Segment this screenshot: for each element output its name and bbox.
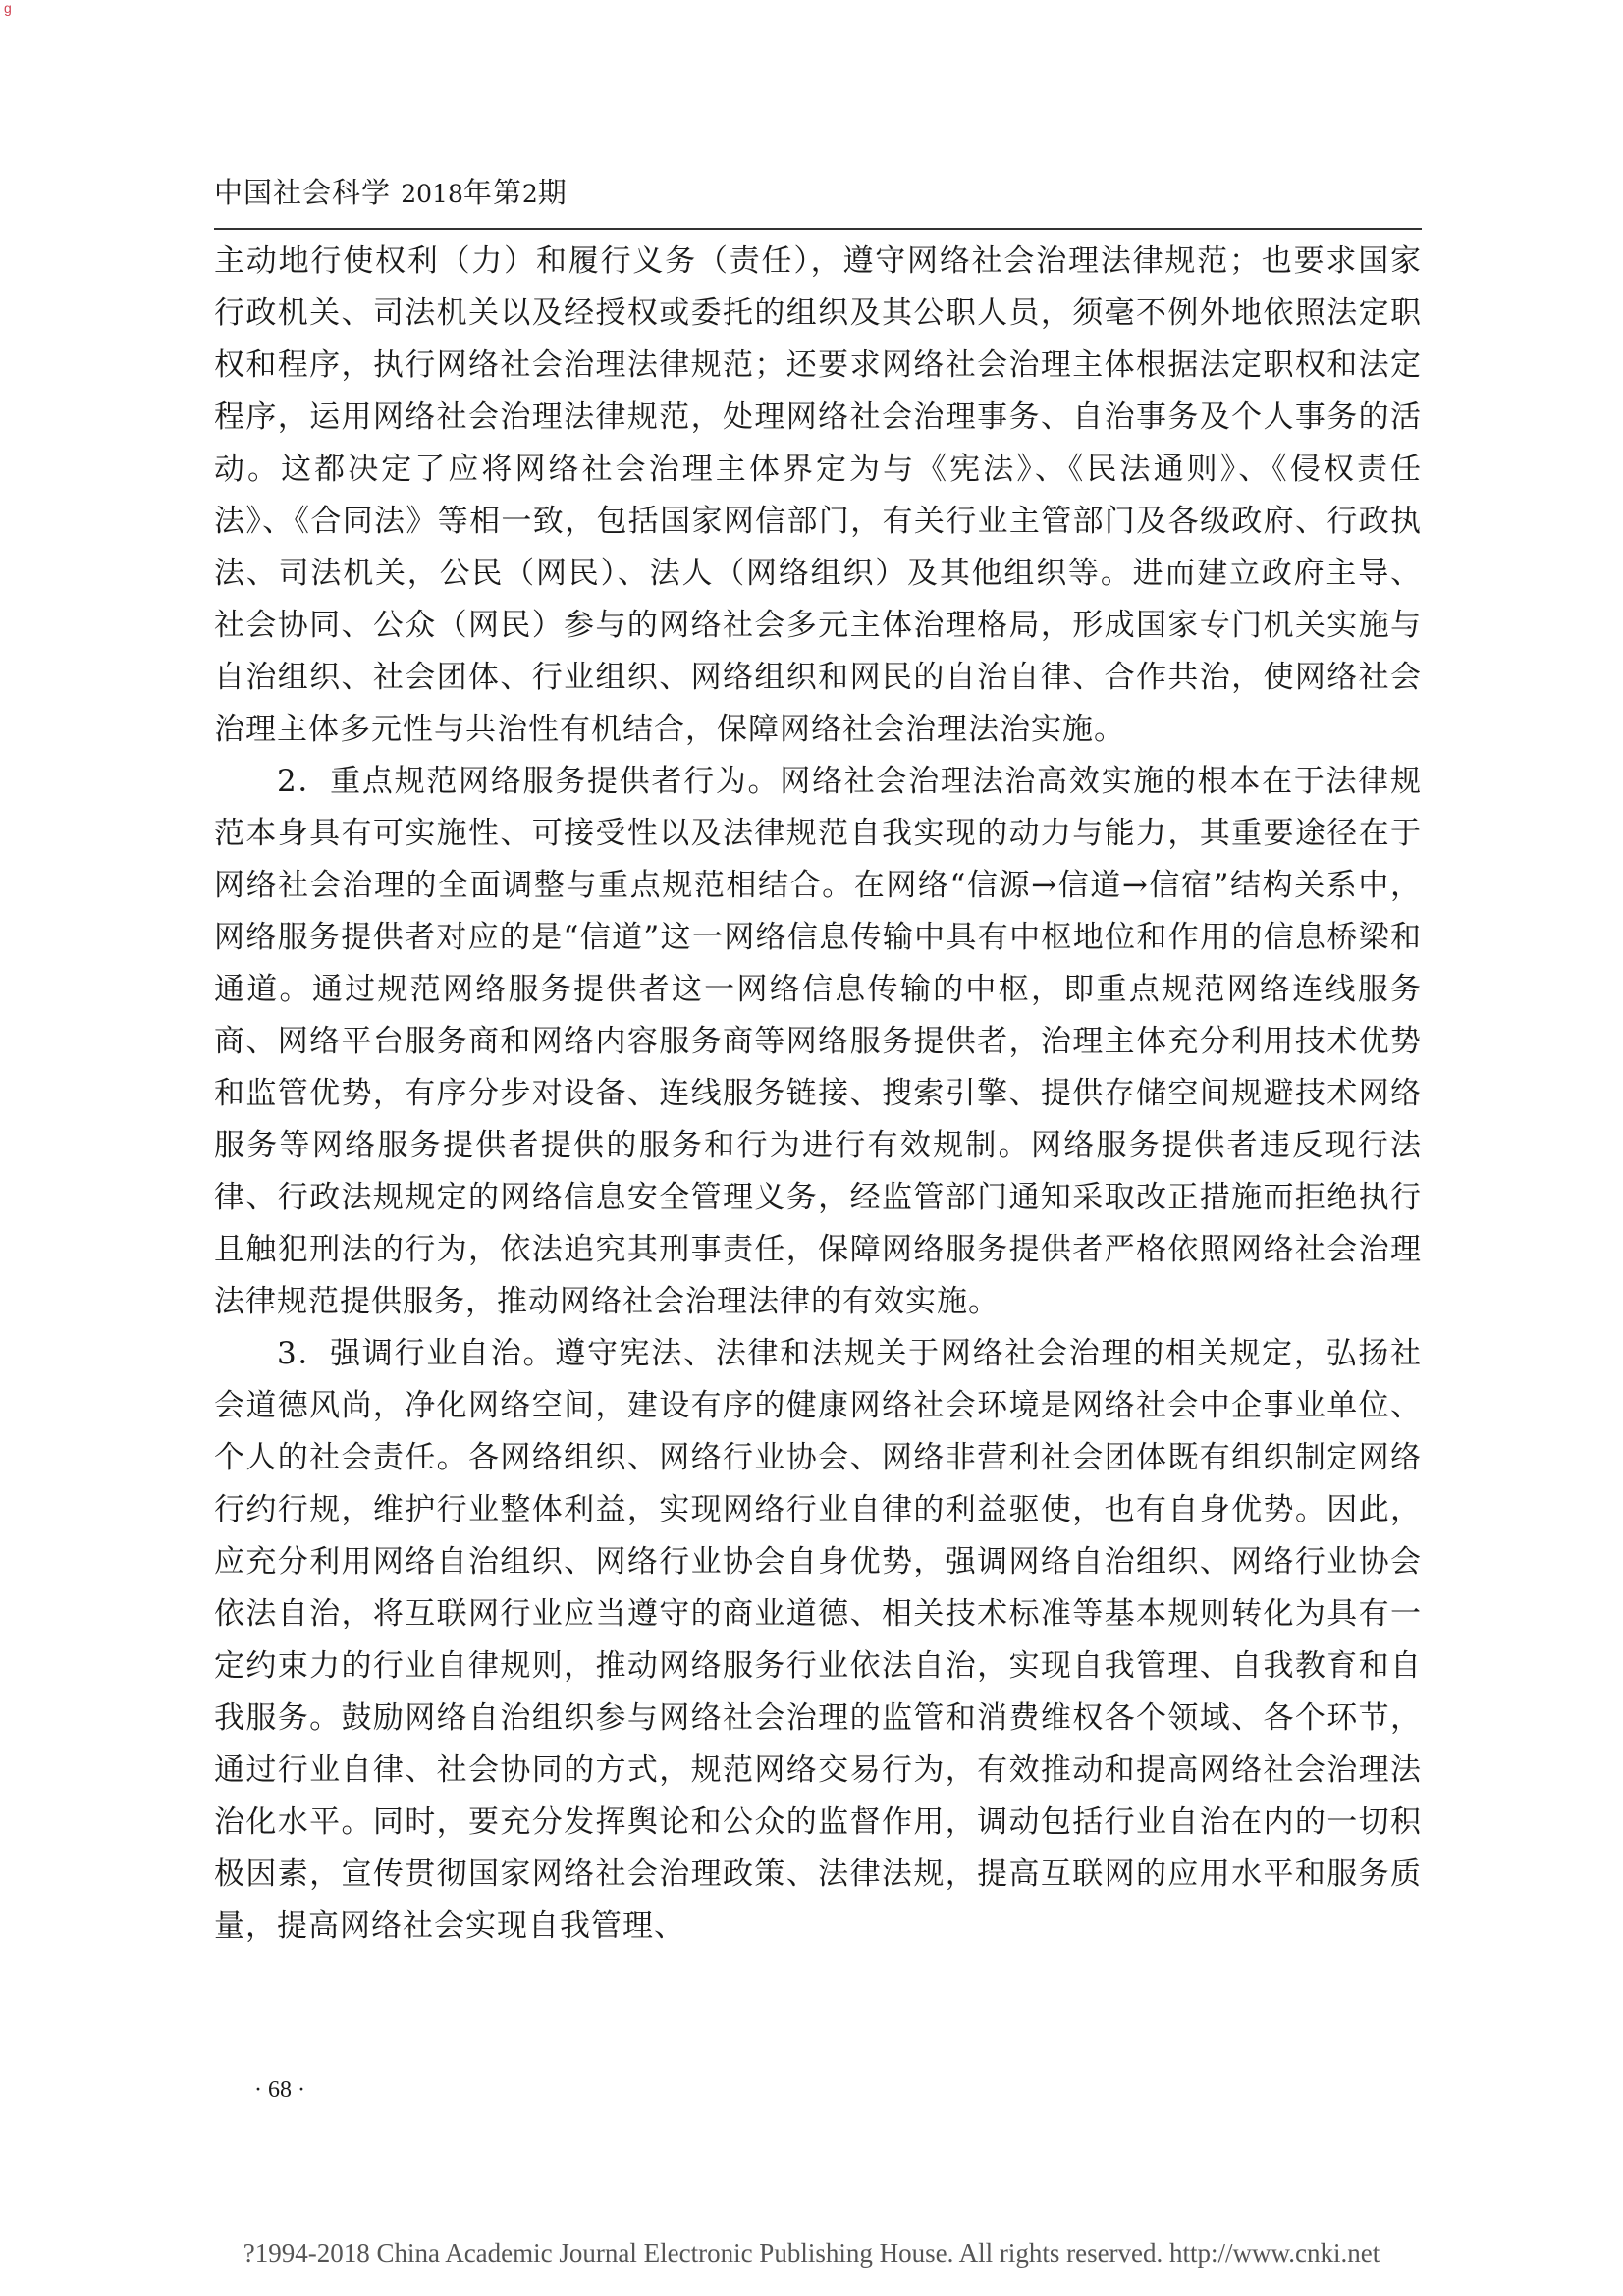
paragraph-section-2: 2．重点规范网络服务提供者行为。网络社会治理法治高效实施的根本在于法律规范本身具有可实施性、可接受性以及法律规范自我实现的动力与能力，其重要途径在于网络社会治理的全面调整与重点规范相结合。在网络“信源→信道→信宿”结构关系中，网络服务提供者对应的是“信道”这一网络信息传输中具有中枢地位和作用的信息桥梁和通道。通过规范网络服务提供者这一网络信息传输的中枢，即重点规范网络连线服务商、网络平台服务商和网络内容服务商等网络服务提供者，治理主体充分利用技术优势和监管优势，有序分步对设备、连线服务链接、搜索引擎、提供存储空间规避技术网络服务等网络服务提供者提供的服务和行为进行有效规制。网络服务提供者违反现行法律、行政法规规定的网络信息安全管理义务，经监管部门通知采取改正措施而拒绝执行且触犯刑法的行为，依法追究其刑事责任，保障网络服务提供者严格依照网络社会治理法律规范提供服务，推动网络社会治理法律的有效实施。 — [214, 764, 1422, 1319]
page-number: · 68 · — [254, 2077, 305, 2103]
article-body — [214, 236, 1422, 1952]
copyright-footer: ?1994-2018 China Academic Journal Electronic Publishing House. All rights reserved. http://www.cnki.net — [243, 2238, 1380, 2268]
issue-year-suffix: 年第 — [462, 176, 522, 209]
issue-year: 2018 — [401, 180, 463, 208]
corner-mark: g — [4, 0, 12, 16]
running-header — [214, 173, 568, 214]
journal-name: 中国社会科学 — [214, 176, 392, 209]
issue-number: 2 — [521, 180, 538, 208]
paragraph-continued: 主动地行使权利（力）和履行义务（责任），遵守网络社会治理法律规范；也要求国家行政机关、司法机关以及经授权或委托的组织及其公职人员，须毫不例外地依照法定职权和程序，执行网络社会治理法律规范；还要求网络社会治理主体根据法定职权和法定程序，运用网络社会治理法律规范，处理网络社会治理事务、自治事务及个人事务的活动。这都决定了应将网络社会治理主体界定为与《宪法》、《民法通则》、《侵权责任法》、《合同法》等相一致，包括国家网信部门，有关行业主管部门及各级政府、行政执法、司法机关，公民（网民）、法人（网络组织）及其他组织等。进而建立政府主导、社会协同、公众（网民）参与的网络社会多元主体治理格局，形成国家专门机关实施与自治组织、社会团体、行业组织、网络组织和网民的自治自律、合作共治，使网络社会治理主体多元性与共治性有机结合，保障网络社会治理法治实施。 — [214, 243, 1422, 747]
paragraph-section-3: 3．强调行业自治。遵守宪法、法律和法规关于网络社会治理的相关规定，弘扬社会道德风尚，净化网络空间，建设有序的健康网络社会环境是网络社会中企事业单位、个人的社会责任。各网络组织、网络行业协会、网络非营利社会团体既有组织制定网络行约行规，维护行业整体利益，实现网络行业自律的利益驱使，也有自身优势。因此，应充分利用网络自治组织、网络行业协会自身优势，强调网络自治组织、网络行业协会依法自治，将互联网行业应当遵守的商业道德、相关技术标准等基本规则转化为具有一定约束力的行业自律规则，推动网络服务行业依法自治，实现自我管理、自我教育和自我服务。鼓励网络自治组织参与网络社会治理的监管和消费维权各个领域、各个环节，通过行业自律、社会协同的方式，规范网络交易行为，有效推动和提高网络社会治理法治化水平。同时，要充分发挥舆论和公众的监督作用，调动包括行业自治在内的一切积极因素，宣传贯彻国家网络社会治理政策、法律法规，提高互联网的应用水平和服务质量，提高网络社会实现自我管理、 — [214, 1336, 1422, 1944]
header-rule — [214, 228, 1422, 230]
issue-number-suffix: 期 — [537, 176, 568, 209]
